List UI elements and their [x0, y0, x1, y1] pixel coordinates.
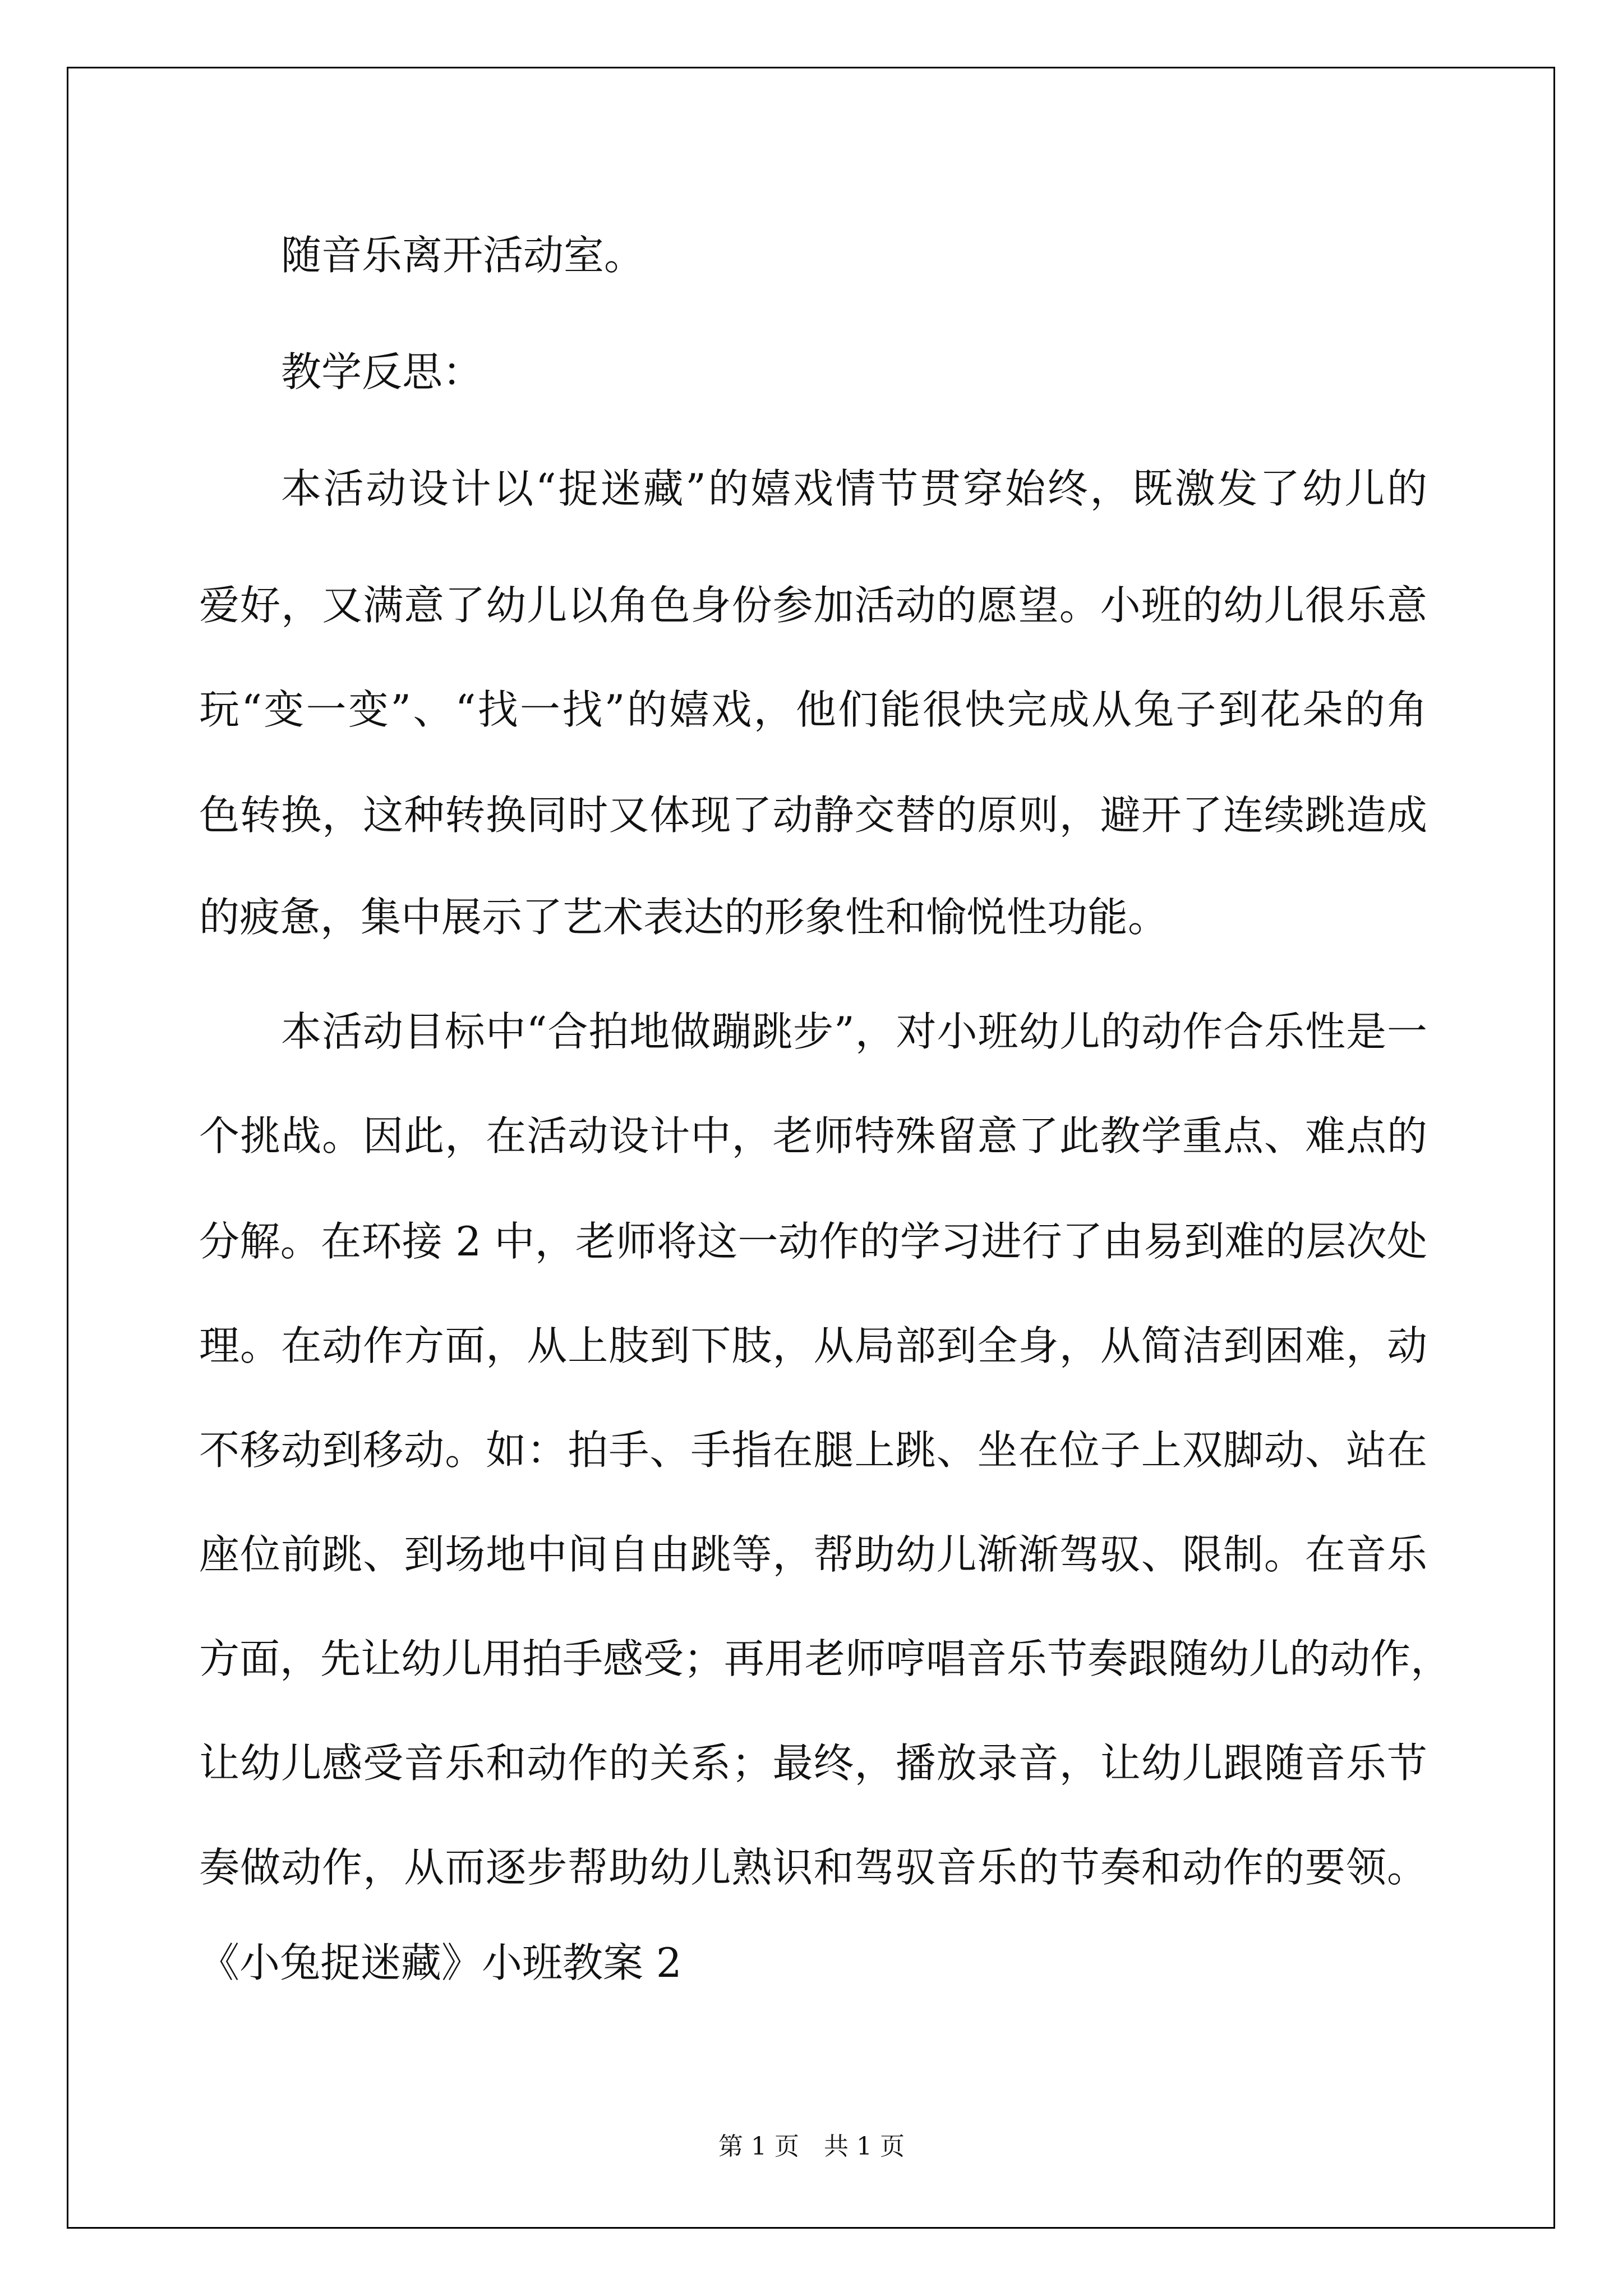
text-line: 方面，先让幼儿用拍手感受；再用老师哼唱音乐节奏跟随幼儿的动作， [199, 1635, 1451, 1682]
text-line: 让幼儿感受音乐和动作的关系；最终，播放录音，让幼儿跟随音乐节 [199, 1740, 1427, 1787]
text-line: 的疲惫，集中展示了艺术表达的形象性和愉悦性功能。 [199, 894, 1169, 941]
text-line: 爱好，又满意了幼儿以角色身份参加活动的愿望。小班的幼儿很乐意 [199, 582, 1427, 629]
text-line: 奏做动作，从而逐步帮助幼儿熟识和驾驭音乐的节奏和动作的要领。 [199, 1844, 1427, 1891]
text-line: 玩“变一变”、“找一找”的嬉戏，他们能很快完成从兔子到花朵的角 [199, 686, 1427, 733]
page-footer: 第 1 页 共 1 页 [718, 2132, 905, 2161]
text-line: 分解。在环接 2 中，老师将这一动作的学习进行了由易到难的层次处 [199, 1218, 1427, 1265]
text-line: 座位前跳、到场地中间自由跳等，帮助幼儿渐渐驾驭、限制。在音乐 [199, 1531, 1427, 1578]
text-line: 《小兔捉迷藏》小班教案 2 [199, 1939, 682, 1986]
text-line: 色转换，这种转换同时又体现了动静交替的原则，避开了连续跳造成 [199, 792, 1427, 839]
text-line: 本活动目标中“合拍地做蹦跳步”，对小班幼儿的动作合乐性是一 [281, 1008, 1427, 1055]
text-line: 教学反思： [281, 348, 483, 395]
text-line: 个挑战。因此，在活动设计中，老师特殊留意了此教学重点、难点的 [199, 1112, 1427, 1159]
text-line: 本活动设计以“捉迷藏”的嬉戏情节贯穿始终，既激发了幼儿的 [281, 465, 1427, 512]
text-line: 不移动到移动。如：拍手、手指在腿上跳、坐在位子上双脚动、站在 [199, 1427, 1427, 1474]
text-line: 随音乐离开活动室。 [281, 232, 645, 279]
text-line: 理。在动作方面，从上肢到下肢，从局部到全身，从简洁到困难，动 [199, 1322, 1427, 1369]
